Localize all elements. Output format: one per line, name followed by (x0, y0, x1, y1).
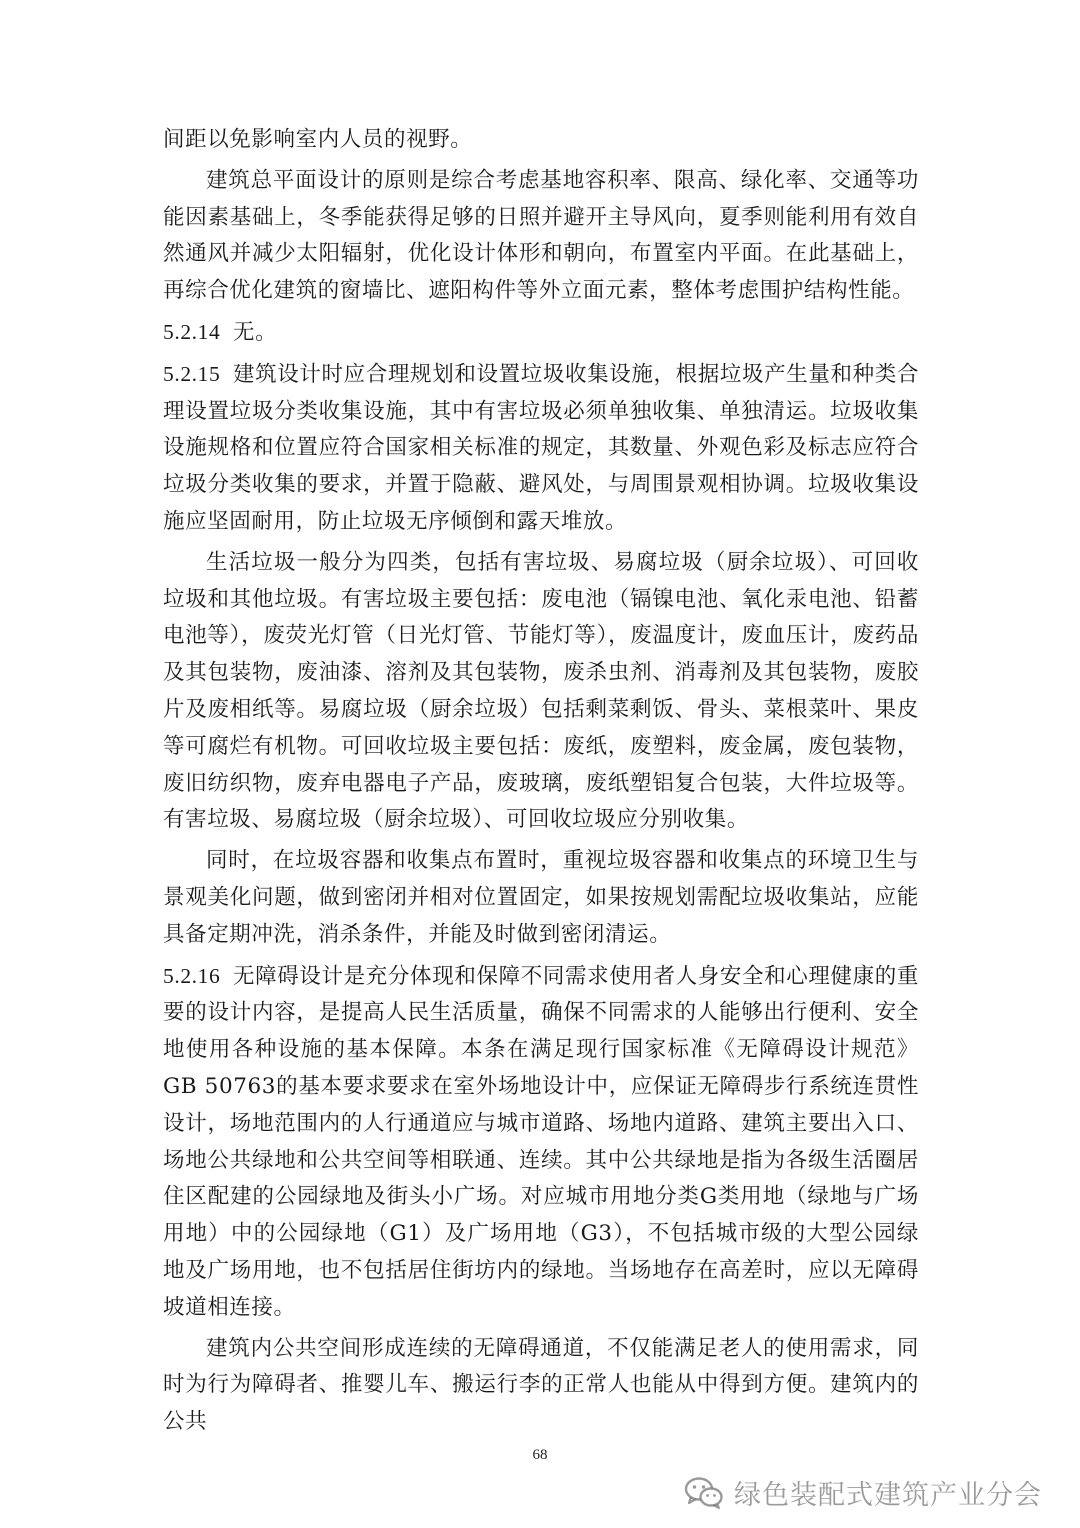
paragraph-waste-containers: 同时，在垃圾容器和收集点布置时，重视垃圾容器和收集点的环境卫生与景观美化问题，做到密闭并相对位置固定，如果按规划需配垃圾收集站，应能具备定期冲洗，消杀条件，并能及时做到密闭清运。 (163, 848, 919, 947)
paragraph-accessible-passage: 建筑内公共空间形成连续的无障碍通道，不仅能满足老人的使用需求，同时为行为障碍者、推婴儿车、搬运行李的正常人也能从中得到方便。建筑内的公共 (163, 1335, 919, 1435)
clause-number: 5.2.14 (163, 319, 221, 344)
wechat-icon (684, 1476, 724, 1510)
paragraph-waste-types: 生活垃圾一般分为四类，包括有害垃圾、易腐垃圾（厨余垃圾）、可回收垃圾和其他垃圾。有害垃圾主要包括：废电池（镉镍电池、氧化汞电池、铅蓄电池等），废荧光灯管（日光灯管、节能灯等），废温度计，废血压计，废药品及其包装物，废油漆、溶剂及其包装物，废杀虫剂、消毒剂及其包装物，废胶片及废相纸等。易腐垃圾（厨余垃圾）包括剩菜剩饭、骨头、菜根菜叶、果皮等可腐烂有机物。可回收垃圾主要包括：废纸，废塑料，废金属，废包装物，废旧纺织物，废弃电器电子产品，废玻璃，废纸塑铝复合包装，大件垃圾等。有害垃圾、易腐垃圾（厨余垃圾）、可回收垃圾应分别收集。 (163, 549, 919, 833)
clause-text: 无障碍设计是充分体现和保障不同需求使用者人身安全和心理健康的重要的设计内容，是提高人民生活质量，确保不同需求的人能够出行便利、安全地使用各种设施的基本保障。本条在满足现行国家标准《无障碍设计规范》GB 50763的基本要求要求在室外场地设计中，应保证无障碍步行系统连贯性设计，场地范围内的人行通道应与城市道路、场地内道路、建筑主要出入口、场地公共绿地和公共空间等相联通、连续。其中公共绿地是指为各级生活圈居住区配建的公园绿地及街头小广场。对应城市用地分类G类用地（绿地与广场用地）中的公园绿地（G1）及广场用地（G3），不包括城市级的大型公园绿地及广场用地，也不包括居住街坊内的绿地。当场地存在高差时，应以无障碍坡道相连接。 (163, 963, 919, 1320)
paragraph-continuation: 间距以免影响室内人员的视野。 (163, 127, 473, 152)
clause-number: 5.2.16 (163, 963, 221, 988)
watermark-text: 绿色装配式建筑产业分会 (734, 1480, 1042, 1511)
clause-text: 无。 (233, 319, 278, 345)
document-page (163, 122, 919, 1441)
clause-5-2-14 (163, 314, 919, 352)
clause-text: 建筑设计时应合理规划和设置垃圾收集设施，根据垃圾产生量和种类合理设置垃圾分类收集设施，其中有害垃圾必须单独收集、单独清运。垃圾收集设施规格和位置应符合国家相关标准的规定，其数量、外观色彩及标志应符合垃圾分类收集的要求，并置于隐蔽、避风处，与周围景观相协调。垃圾收集设施应坚固耐用，防止垃圾无序倾倒和露天堆放。 (163, 361, 919, 534)
clause-5-2-15 (163, 356, 919, 541)
wechat-watermark (684, 1473, 1042, 1512)
page-number: 68 (532, 1447, 548, 1463)
clause-5-2-16 (163, 958, 919, 1327)
clause-number: 5.2.15 (163, 361, 221, 386)
paragraph-site-plan: 建筑总平面设计的原则是综合考虑基地容积率、限高、绿化率、交通等功能因素基础上，冬季能获得足够的日照并避开主导风向，夏季则能利用有效自然通风并减少太阳辐射，优化设计体形和朝向，布置室内平面。在此基础上，再综合优化建筑的窗墙比、遮阳构件等外立面元素，整体考虑围护结构性能。 (163, 167, 919, 304)
